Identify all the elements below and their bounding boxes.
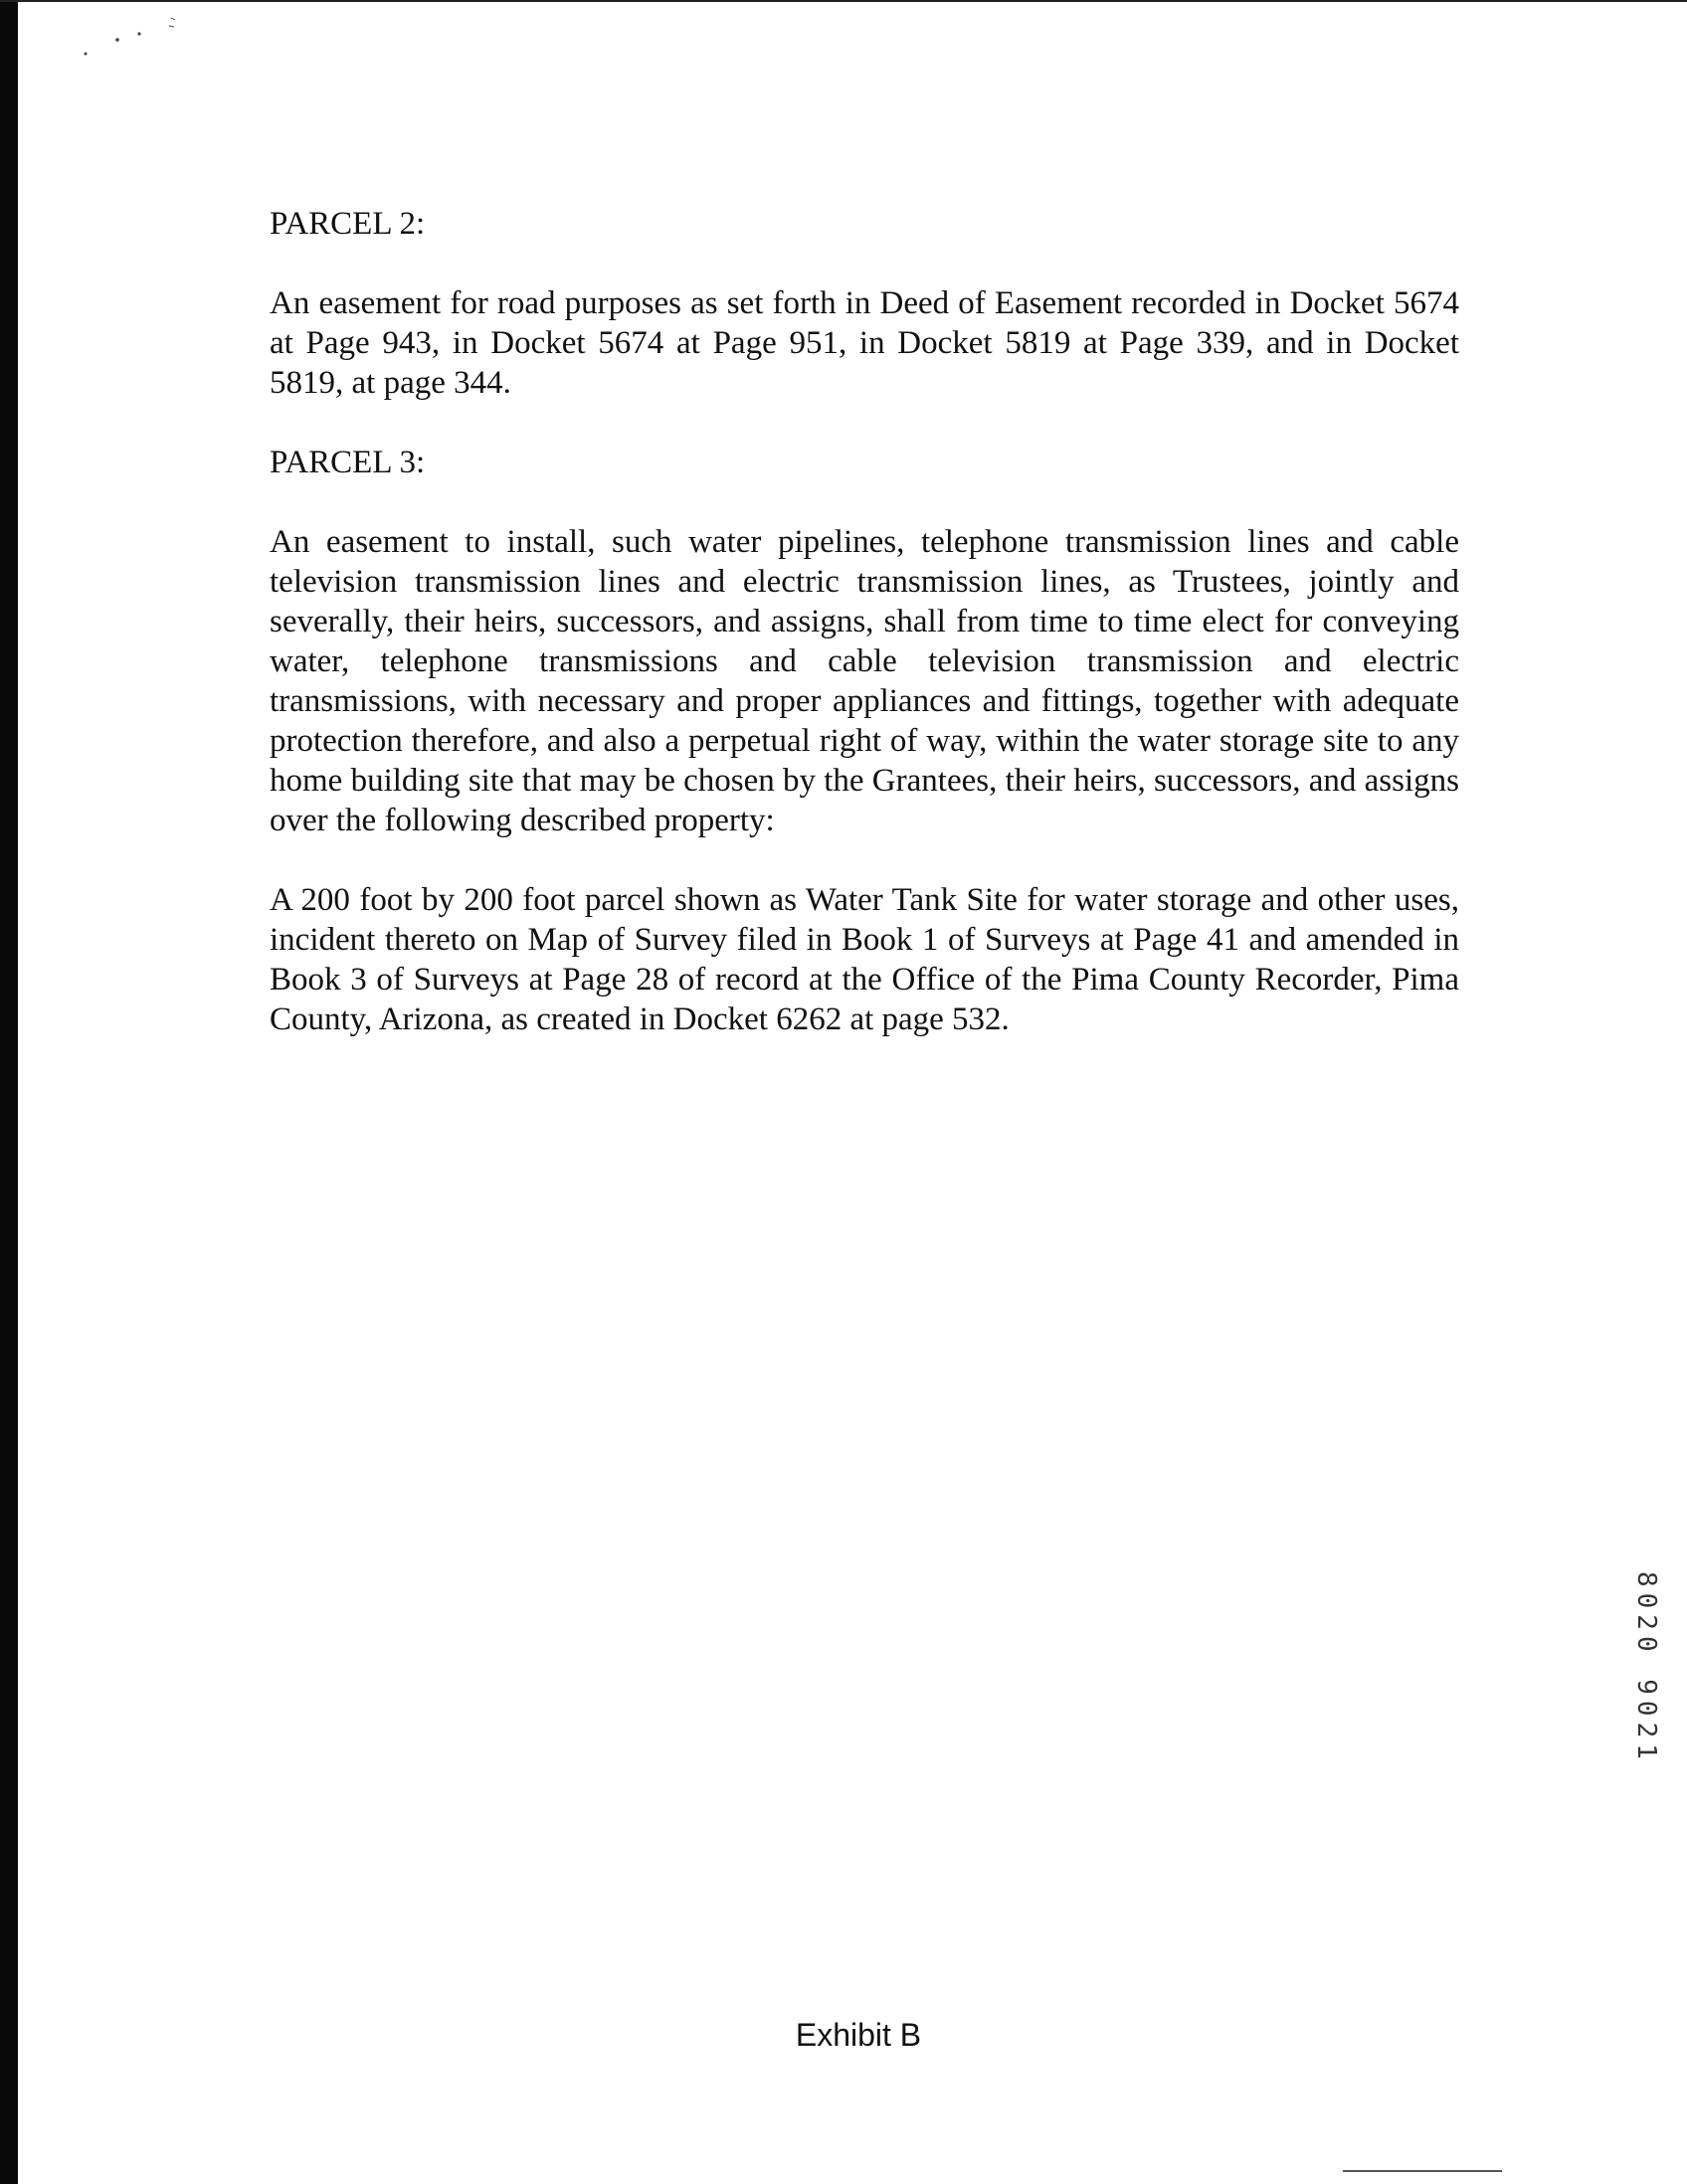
recording-stamp-number: 8020 9021	[1631, 1571, 1661, 1765]
exhibit-footer: Exhibit B	[795, 2017, 922, 2053]
scan-specks	[80, 14, 189, 64]
scan-bottom-mark	[1343, 2170, 1502, 2172]
parcel-3-easement-paragraph: An easement to install, such water pipelines, telephone transmission lines and cable television transmission lines and electric transmission lines, as Trustees, jointly and severally, their heirs, successors, and assigns, shall from time to time elect for conveying water, telephone transmissions and cable television transmission and electric transmissions, with necessary and proper appliances and fittings, together with adequate protection therefore, and also a perpetual right of way, within the water storage site to any home building site that may be chosen by the Grantees, their heirs, successors, and assigns over the following described property:	[270, 524, 1459, 838]
parcel-2-section	[270, 204, 1459, 403]
parcel-3-section	[270, 443, 1459, 1039]
recording-stamp	[1631, 1571, 1661, 1914]
scan-edge-top	[0, 0, 1687, 2]
parcel-2-paragraph: An easement for road purposes as set forth in Deed of Easement recorded in Docket 5674 at Page 943, in Docket 5674 at Page 951, in Docket 5819 at Page 339, and in Docket 5819, at page 344.	[270, 285, 1459, 401]
parcel-2-heading: PARCEL 2:	[270, 206, 426, 242]
scan-edge-left	[0, 0, 18, 2184]
parcel-3-property-paragraph: A 200 foot by 200 foot parcel shown as Water Tank Site for water storage and other uses, incident thereto on Map of Survey filed in Book 1 of Surveys at Page 41 and amended in Book 3 of Surveys at Page 28 of record at the Office of the Pima County Recorder, Pima County, Arizona, as created in Docket 6262 at page 532.	[270, 882, 1459, 1037]
parcel-3-heading: PARCEL 3:	[270, 445, 426, 480]
document-body	[270, 204, 1459, 1079]
